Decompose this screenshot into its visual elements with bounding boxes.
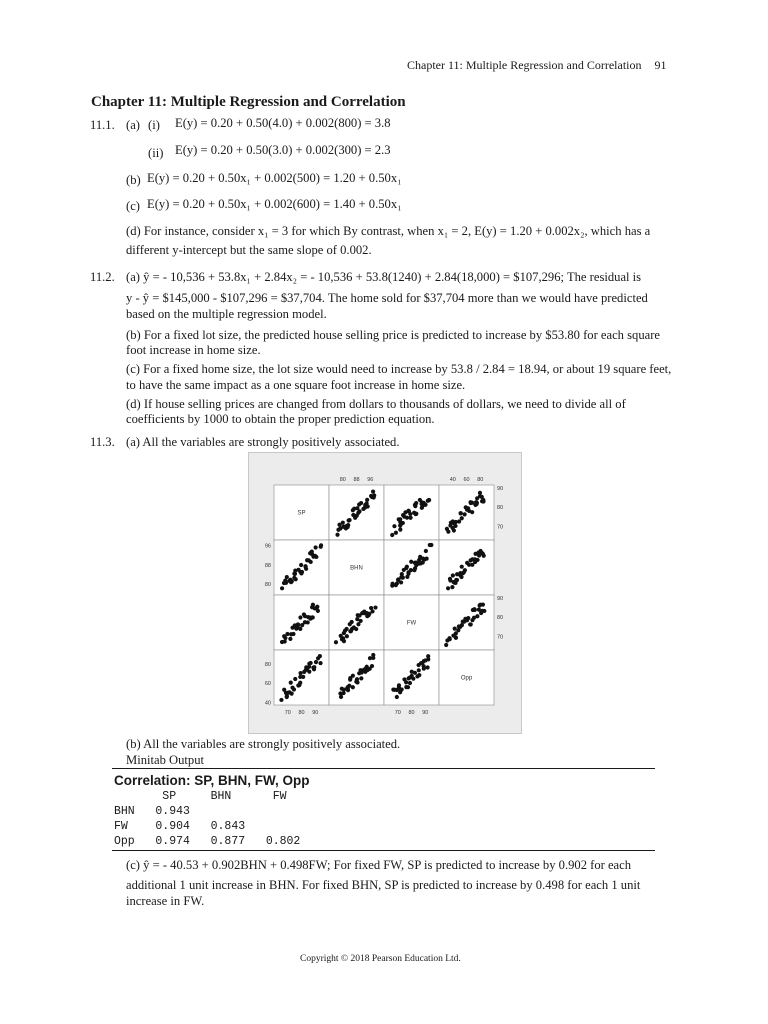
scatter-point — [288, 637, 292, 641]
scatter-point — [298, 615, 302, 619]
scatter-point — [475, 502, 479, 506]
11-2-d-line1: (d) If house selling prices are changed from dollars to thousands of dollars, we need to divide all of — [126, 397, 626, 411]
scatter-point — [289, 632, 293, 636]
scatter-point — [409, 560, 413, 564]
scatter-point — [365, 501, 369, 505]
scatter-point — [371, 653, 375, 657]
scatterplot-matrix-panel — [248, 452, 522, 734]
scatter-point — [413, 503, 417, 507]
equation-ii: E(y) = 0.20 + 0.50(3.0) + 0.002(300) = 2.3 — [175, 143, 391, 157]
chapter-title: Chapter 11: Multiple Regression and Correlation — [91, 94, 406, 110]
equation-b: E(y) = 0.20 + 0.50x₁ + 0.002(500) = 1.20 + 0.50x₁ — [147, 171, 402, 185]
scatter-point — [425, 557, 429, 561]
scatter-point — [453, 524, 457, 528]
right-tick-label: 80 — [497, 615, 504, 621]
scatter-point — [470, 618, 474, 622]
scatter-point — [469, 558, 473, 562]
scatter-point — [303, 565, 307, 569]
scatter-point — [294, 577, 298, 581]
scatter-point — [314, 555, 318, 559]
scatter-point — [417, 668, 421, 672]
scatter-point — [298, 681, 302, 685]
part-c-label: (c) — [126, 199, 140, 213]
top-tick-label: 80 — [477, 477, 484, 483]
scatter-point — [447, 636, 451, 640]
scatter-point — [399, 580, 403, 584]
scatter-point — [451, 573, 455, 577]
scatter-point — [426, 654, 430, 658]
scatter-point — [406, 570, 410, 574]
scatter-point — [349, 629, 353, 633]
scatter-point — [292, 687, 296, 691]
scatter-point — [299, 563, 303, 567]
scatter-point — [408, 516, 412, 520]
11-3-c-line1: (c) ŷ = - 40.53 + 0.902BHN + 0.498FW; For fixed FW, SP is predicted to increase by 0.902 for each — [126, 858, 632, 872]
right-tick-label: 70 — [497, 524, 504, 531]
scatter-point — [454, 636, 458, 640]
scatter-point — [318, 654, 322, 658]
11-3-b-text: (b) All the variables are strongly positively associated. — [126, 737, 401, 751]
scatter-point — [290, 692, 294, 696]
scatter-point — [455, 578, 459, 582]
scatter-point — [481, 499, 485, 503]
scatter-point — [411, 677, 415, 681]
scatter-point — [301, 675, 305, 679]
scatter-point — [480, 495, 484, 499]
correlation-row-bhn: BHN 0.943 — [114, 805, 190, 818]
scatter-point — [371, 490, 375, 494]
scatter-point — [395, 695, 399, 699]
bottom-tick-label: 80 — [408, 710, 415, 716]
scatter-point — [372, 493, 376, 497]
scatter-point — [357, 509, 361, 513]
scatter-point — [480, 551, 484, 555]
bottom-rule — [112, 850, 655, 851]
running-header — [407, 58, 667, 73]
equation-c: E(y) = 0.20 + 0.50x₁ + 0.002(600) = 1.40 + 0.50x₁ — [147, 197, 402, 211]
scatter-point — [279, 698, 283, 702]
scatter-point — [315, 605, 319, 609]
left-tick-label: 80 — [264, 661, 271, 668]
scatter-point — [347, 518, 351, 522]
variable-label: FW — [406, 620, 417, 627]
scatter-point — [351, 674, 355, 678]
scatter-point — [305, 558, 309, 562]
bottom-tick-label: 70 — [394, 710, 401, 716]
scatter-point — [459, 575, 463, 579]
scatter-point — [404, 566, 408, 570]
part-d-line2: different y-intercept but the same slope of 0.002. — [126, 243, 372, 257]
correlation-row-opp: Opp 0.974 0.877 0.802 — [114, 835, 301, 848]
scatter-point — [312, 665, 316, 669]
top-tick-label: 60 — [463, 477, 470, 483]
scatter-point — [422, 664, 426, 668]
scatter-point — [417, 558, 421, 562]
scatter-point — [307, 665, 311, 669]
part-a-label: (a) — [126, 118, 140, 132]
scatter-point — [398, 528, 402, 532]
scatter-point — [311, 603, 315, 607]
scatter-point — [401, 521, 405, 525]
left-tick-label: 96 — [264, 543, 271, 550]
11-3-c-line2: additional 1 unit increase in BHN. For fixed BHN, SP is predicted to increase by 0.498 for each 1 unit — [126, 878, 641, 892]
left-tick-label: 88 — [264, 562, 271, 569]
correlation-row-fw: FW 0.904 0.843 — [114, 820, 246, 833]
scatter-point — [427, 498, 431, 502]
right-tick-label: 80 — [497, 505, 504, 511]
scatter-point — [350, 620, 354, 624]
scatter-point — [425, 665, 429, 669]
scatter-point — [460, 623, 464, 627]
scatter-point — [446, 586, 450, 590]
scatter-point — [298, 627, 302, 631]
scatter-point — [340, 637, 344, 641]
scatter-point — [345, 634, 349, 638]
scatter-point — [306, 620, 310, 624]
scatter-point — [352, 625, 356, 629]
11-3-a-text: (a) All the variables are strongly positively associated. — [126, 435, 400, 449]
scatter-point — [316, 609, 320, 613]
scatter-point — [408, 681, 412, 685]
scatter-point — [310, 615, 314, 619]
scatter-point — [280, 586, 284, 590]
scatter-point — [460, 565, 464, 569]
11-2-b-line2: foot increase in home size. — [126, 343, 261, 357]
scatter-point — [421, 556, 425, 560]
scatter-point — [459, 511, 463, 515]
sub-ii-label: (ii) — [148, 146, 164, 160]
scatter-point — [344, 627, 348, 631]
sub-i-label: (i) — [148, 118, 160, 132]
scatter-point — [457, 519, 461, 523]
scatter-point — [334, 640, 338, 644]
scatter-point — [404, 685, 408, 689]
right-tick-label: 90 — [497, 595, 504, 602]
scatter-point — [468, 622, 472, 626]
left-tick-label: 40 — [264, 700, 271, 707]
scatter-point — [293, 677, 297, 681]
11-3-c-line3: increase in FW. — [126, 894, 205, 908]
11-2-a-line2: y - ŷ = $145,000 - $107,296 = $37,704. The home sold for $37,704 more than we would have predicted — [126, 291, 648, 305]
scatter-point — [339, 695, 343, 699]
scatter-point — [365, 498, 369, 502]
scatter-point — [394, 531, 398, 535]
scatter-point — [448, 577, 452, 581]
scatter-point — [465, 618, 469, 622]
scatter-point — [314, 660, 318, 664]
problem-label-11-1: 11.1. — [90, 118, 115, 132]
part-b-label: (b) — [126, 173, 141, 187]
scatter-point — [395, 581, 399, 585]
scatter-point — [335, 533, 339, 537]
scatter-point — [397, 683, 401, 687]
scatter-point — [370, 664, 374, 668]
scatter-point — [453, 626, 457, 630]
scatter-point — [463, 512, 467, 516]
variable-label: BHN — [350, 565, 363, 572]
scatter-point — [481, 602, 485, 606]
scatter-point — [423, 658, 427, 662]
scatter-point — [390, 533, 394, 537]
top-tick-label: 88 — [353, 477, 360, 483]
scatter-point — [309, 661, 313, 665]
bottom-tick-label: 70 — [284, 710, 291, 716]
scatter-point — [351, 685, 355, 689]
11-2-d-line2: coefficients by 1000 to obtain the proper prediction equation. — [126, 412, 435, 426]
scatter-point — [475, 614, 479, 618]
correlation-header: SP BHN FW — [114, 790, 287, 803]
scatter-point — [444, 643, 448, 647]
scatter-point — [445, 527, 449, 531]
scatter-point — [392, 688, 396, 692]
scatter-point — [423, 503, 427, 507]
part-d-line1: (d) For instance, consider x₁ = 3 for which By contrast, when x₁ = 2, E(y) = 1.20 + 0.002x₂, which has a — [126, 224, 651, 238]
scatter-point — [302, 670, 306, 674]
variable-label: Opp — [460, 675, 473, 682]
scatter-point — [454, 631, 458, 635]
scatter-point — [299, 571, 303, 575]
scatter-point — [289, 580, 293, 584]
problem-label-11-3: 11.3. — [90, 435, 115, 449]
scatter-point — [463, 568, 467, 572]
variable-label: SP — [297, 510, 306, 517]
right-tick-label: 70 — [497, 634, 504, 641]
scatter-point — [359, 619, 363, 623]
11-2-a-line1: (a) ŷ = - 10,536 + 53.8x₁ + 2.84x₂ = - 10,536 + 53.8(1240) + 2.84(18,000) = $107,296; The residual is — [126, 270, 642, 284]
scatter-point — [460, 516, 464, 520]
scatter-point — [346, 688, 350, 692]
bottom-tick-label: 80 — [298, 710, 305, 716]
bottom-tick-label: 90 — [312, 710, 319, 716]
scatter-point — [478, 491, 482, 495]
scatter-point — [314, 545, 318, 549]
scatter-point — [429, 543, 433, 547]
scatter-point — [407, 509, 411, 513]
11-2-a-line3: based on the multiple regression model. — [126, 307, 327, 321]
scatter-point — [307, 670, 311, 674]
scatter-point — [341, 521, 345, 525]
bottom-tick-label: 90 — [422, 710, 429, 716]
scatter-point — [470, 510, 474, 514]
scatter-point — [365, 668, 369, 672]
running-title: Chapter 11: Multiple Regression and Correlation — [407, 58, 642, 72]
11-2-c-line1: (c) For a fixed home size, the lot size would need to increase by 53.8 / 2.84 = 18.94, or about 19 square feet, — [126, 362, 672, 376]
left-tick-label: 60 — [264, 681, 271, 687]
scatter-point — [424, 549, 428, 553]
scatter-point — [466, 506, 470, 510]
copyright-footer: Copyright © 2018 Pearson Education Ltd. — [300, 954, 461, 964]
scatter-point — [417, 673, 421, 677]
scatter-point — [473, 608, 477, 612]
scatter-point — [475, 558, 479, 562]
top-tick-label: 80 — [339, 477, 346, 483]
scatter-point — [285, 575, 289, 579]
scatter-point — [319, 543, 323, 547]
equation-i: E(y) = 0.20 + 0.50(4.0) + 0.002(800) = 3.8 — [175, 116, 391, 130]
scatter-point — [482, 609, 486, 613]
right-tick-label: 90 — [497, 485, 504, 492]
scatter-point — [285, 632, 289, 636]
left-tick-label: 80 — [264, 582, 271, 588]
scatter-point — [355, 677, 359, 681]
scatter-point — [289, 681, 293, 685]
scatter-point — [414, 512, 418, 516]
11-2-c-line2: to have the same impact as a one square foot increase in home size. — [126, 378, 466, 392]
top-rule — [112, 768, 655, 769]
scatter-point — [283, 579, 287, 583]
top-tick-label: 96 — [367, 477, 374, 483]
scatter-point — [359, 501, 363, 505]
top-tick-label: 40 — [449, 477, 456, 483]
scatter-point — [359, 676, 363, 680]
scatter-point — [298, 671, 302, 675]
scatter-point — [370, 609, 374, 613]
scatter-point — [340, 687, 344, 691]
scatter-point — [318, 661, 322, 665]
scatter-point — [417, 663, 421, 667]
scatter-point — [346, 525, 350, 529]
scatter-point — [450, 585, 454, 589]
scatter-point — [348, 678, 352, 682]
scatter-point — [280, 640, 284, 644]
scatter-point — [360, 611, 364, 615]
scatter-point — [285, 694, 289, 698]
11-2-b-line1: (b) For a fixed lot size, the predicted house selling price is predicted to increase by $53.80 for each square — [126, 328, 660, 342]
scatter-point — [413, 671, 417, 675]
scatterplot-matrix — [249, 453, 521, 733]
scatter-point — [400, 687, 404, 691]
scatter-point — [309, 560, 313, 564]
scatter-point — [404, 680, 408, 684]
minitab-label: Minitab Output — [126, 753, 205, 767]
scatter-point — [452, 528, 456, 532]
scatter-point — [401, 576, 405, 580]
scatter-point — [392, 524, 396, 528]
problem-label-11-2: 11.2. — [90, 270, 115, 284]
scatter-point — [373, 605, 377, 609]
page-number: 91 — [654, 58, 667, 72]
scatter-point — [420, 506, 424, 510]
correlation-title: Correlation: SP, BHN, FW, Opp — [114, 773, 310, 788]
